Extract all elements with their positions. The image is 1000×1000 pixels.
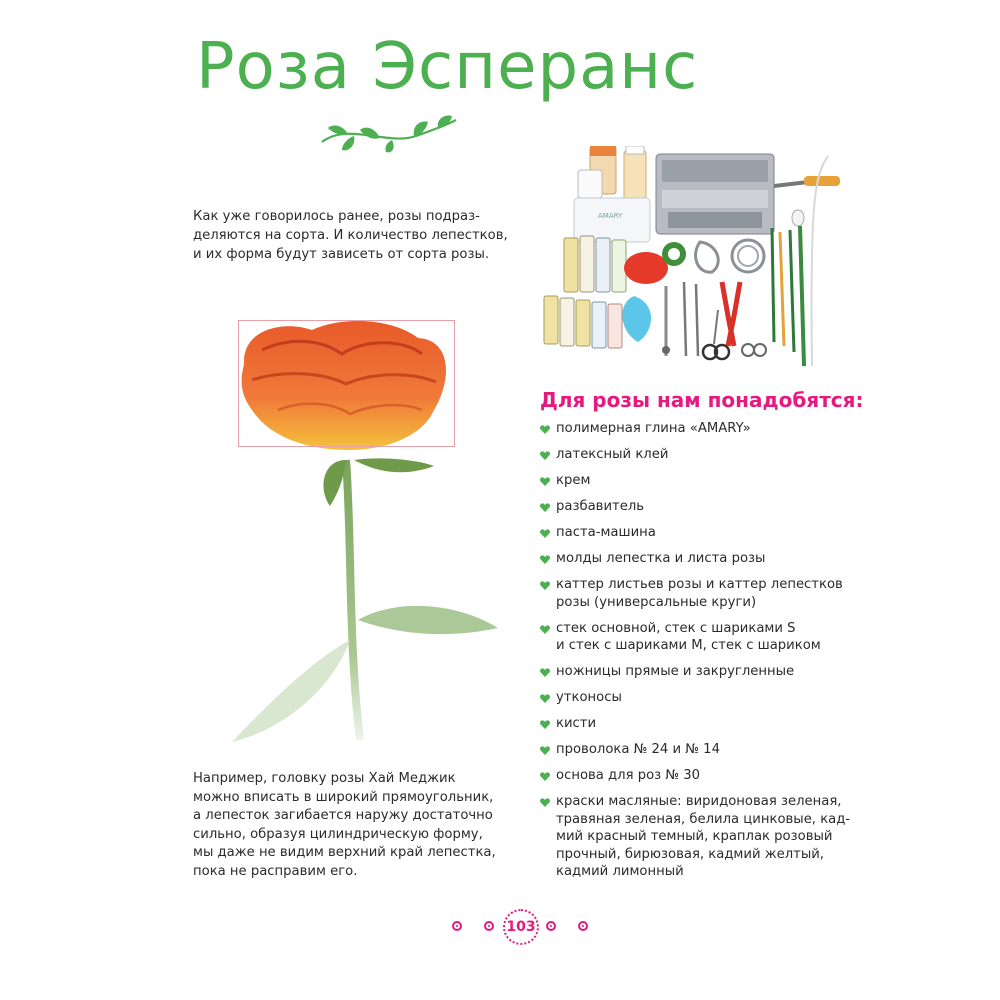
material-item-text: мий красный темный, краплак розовый — [556, 829, 833, 844]
heart-icon — [540, 555, 550, 564]
heart-icon — [540, 425, 550, 434]
material-item-text: кисти — [556, 716, 597, 731]
material-item-text: кадмий лимонный — [556, 864, 684, 879]
example-line: мы даже не видим верхний край лепестка, — [193, 845, 496, 860]
heart-icon — [540, 477, 550, 486]
heart-icon — [540, 529, 550, 538]
tools-photo — [538, 146, 843, 372]
material-item-text: полимерная глина «AMARY» — [556, 421, 751, 436]
material-item — [540, 524, 870, 542]
flower-dot-icon — [484, 921, 494, 931]
material-item — [540, 498, 870, 516]
material-item — [540, 793, 870, 881]
intro-line: Как уже говорилось ранее, розы подраз- — [193, 209, 480, 224]
heart-icon — [540, 694, 550, 703]
material-item-text: розы (универсальные круги) — [556, 594, 757, 610]
heart-icon — [540, 798, 550, 807]
material-item-text: каттер листьев розы и каттер лепестков — [556, 577, 843, 592]
heart-icon — [540, 772, 550, 781]
svg-text:AMARY: AMARY — [598, 212, 623, 220]
material-item — [540, 472, 870, 490]
heart-icon — [540, 720, 550, 729]
material-item — [540, 620, 870, 655]
material-item-text: разбавитель — [556, 499, 645, 514]
material-item — [540, 550, 870, 568]
material-item-text: прочный, бирюзовая, кадмий желтый, — [556, 846, 824, 862]
heart-icon — [540, 625, 550, 634]
material-item-text: краски масляные: виридоновая зеленая, — [556, 794, 842, 809]
page-number: 103 — [503, 909, 539, 945]
material-item — [540, 715, 870, 733]
heart-icon — [540, 451, 550, 460]
material-item — [540, 741, 870, 759]
material-item-text: основа для роз № 30 — [556, 768, 701, 783]
page-footer — [440, 908, 600, 948]
material-item-text: травяная зеленая, белила цинковые, кад- — [556, 811, 851, 827]
vine-ornament-icon — [318, 112, 460, 154]
example-line: Например, головку розы Хай Меджик — [193, 771, 456, 786]
intro-line: деляются на сорта. И количество лепестков, — [193, 228, 508, 243]
heart-icon — [540, 581, 550, 590]
example-line: сильно, образуя цилиндрическую форму, — [193, 826, 483, 842]
heart-icon — [540, 668, 550, 677]
example-line: пока не расправим его. — [193, 863, 358, 879]
example-line: можно вписать в широкий прямоугольник, — [193, 789, 494, 805]
flower-dot-icon — [546, 921, 556, 931]
material-item-text: и стек с шариками M, стек с шариком — [556, 638, 821, 653]
material-item — [540, 446, 870, 464]
flower-dot-icon — [452, 921, 462, 931]
material-item — [540, 576, 870, 611]
rose-head-frame — [238, 320, 455, 447]
material-item-text: утконосы — [556, 690, 622, 705]
example-line: а лепесток загибается наружу достаточно — [193, 808, 493, 823]
material-item-text: крем — [556, 473, 591, 488]
flower-dot-icon — [578, 921, 588, 931]
material-item-text: проволока № 24 и № 14 — [556, 742, 720, 757]
material-item — [540, 767, 870, 785]
material-item-text: молды лепестка и листа розы — [556, 551, 766, 566]
material-item — [540, 689, 870, 707]
material-item — [540, 420, 870, 438]
page-title: Роза Эсперанс — [196, 30, 699, 104]
example-paragraph — [193, 770, 513, 881]
intro-line: и их форма будут зависеть от сорта розы. — [193, 247, 490, 262]
intro-paragraph — [193, 207, 513, 264]
material-item — [540, 663, 870, 681]
heart-icon — [540, 746, 550, 755]
materials-heading: Для розы нам понадобятся: — [540, 388, 864, 412]
material-item-text: латексный клей — [556, 447, 669, 462]
heart-icon — [540, 503, 550, 512]
material-item-text: паста-машина — [556, 525, 656, 540]
material-item-text: стек основной, стек с шариками S — [556, 620, 796, 636]
material-item-text: ножницы прямые и закругленные — [556, 664, 795, 679]
materials-list — [540, 420, 870, 889]
